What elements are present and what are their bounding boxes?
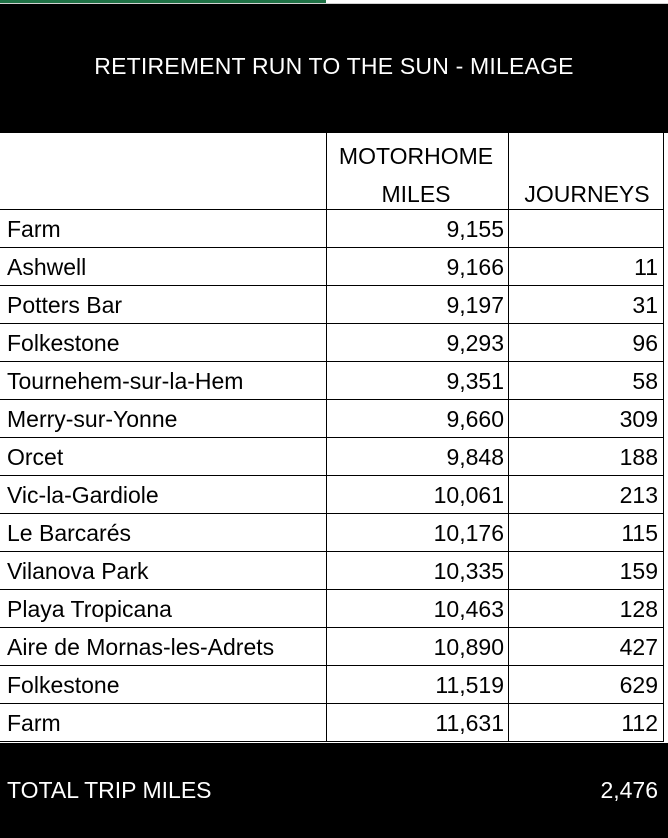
place-cell[interactable]: Folkestone — [7, 330, 120, 356]
table-row — [0, 286, 664, 324]
journeys-cell[interactable] — [510, 210, 658, 248]
miles-cell[interactable]: 11,631 — [435, 710, 504, 736]
header-journeys-label: JOURNEYS — [524, 181, 650, 207]
table-row — [0, 628, 664, 666]
total-band[interactable] — [0, 743, 668, 838]
table-row — [0, 476, 664, 514]
table-row — [0, 666, 664, 704]
miles-cell[interactable]: 10,335 — [433, 558, 504, 584]
table-row — [0, 210, 664, 248]
place-cell[interactable]: Playa Tropicana — [7, 596, 172, 622]
title-band[interactable] — [0, 4, 668, 133]
header-journeys[interactable] — [510, 175, 664, 213]
miles-cell[interactable]: 9,293 — [446, 330, 504, 356]
table-row — [0, 324, 664, 362]
miles-cell[interactable]: 10,890 — [433, 634, 504, 660]
journeys-cell[interactable]: 188 — [619, 444, 658, 470]
total-label: TOTAL TRIP MILES — [7, 777, 212, 803]
place-cell[interactable]: Folkestone — [7, 672, 120, 698]
miles-cell[interactable]: 9,155 — [446, 216, 504, 242]
place-cell[interactable]: Tournehem-sur-la-Hem — [7, 368, 244, 394]
total-value: 2,476 — [600, 777, 658, 803]
journeys-cell[interactable]: 31 — [632, 292, 658, 318]
miles-cell[interactable]: 9,660 — [446, 406, 504, 432]
journeys-cell[interactable]: 309 — [619, 406, 658, 432]
table-row — [0, 552, 664, 590]
table-row — [0, 400, 664, 438]
table-row — [0, 590, 664, 628]
place-cell[interactable]: Vilanova Park — [7, 558, 149, 584]
header-motorhome-miles[interactable] — [328, 137, 504, 213]
miles-cell[interactable]: 9,197 — [446, 292, 504, 318]
journeys-cell[interactable]: 96 — [632, 330, 658, 356]
miles-cell[interactable]: 9,166 — [446, 254, 504, 280]
journeys-cell[interactable]: 213 — [619, 482, 658, 508]
table-row — [0, 438, 664, 476]
place-cell[interactable]: Le Barcarés — [7, 520, 132, 546]
miles-cell[interactable]: 9,848 — [446, 444, 504, 470]
miles-cell[interactable]: 10,061 — [433, 482, 504, 508]
journeys-cell[interactable]: 128 — [619, 596, 658, 622]
miles-cell[interactable]: 10,176 — [433, 520, 504, 546]
place-cell[interactable]: Ashwell — [7, 254, 87, 280]
journeys-cell[interactable]: 159 — [619, 558, 658, 584]
table-row — [0, 248, 664, 286]
place-cell[interactable]: Potters Bar — [7, 292, 123, 318]
journeys-cell[interactable]: 11 — [634, 254, 658, 280]
header-miles-line2: MILES — [381, 181, 451, 207]
journeys-cell[interactable]: 115 — [621, 520, 658, 546]
place-cell[interactable]: Aire de Mornas-les-Adrets — [7, 634, 275, 660]
table-row — [0, 362, 664, 400]
miles-cell[interactable]: 10,463 — [433, 596, 504, 622]
table-row — [0, 514, 664, 552]
mileage-table — [0, 133, 668, 743]
journeys-cell[interactable]: 427 — [619, 634, 658, 660]
journeys-cell[interactable]: 112 — [621, 710, 658, 736]
table-row — [0, 704, 664, 742]
sheet-title: RETIREMENT RUN TO THE SUN - MILEAGE — [94, 53, 574, 79]
place-cell[interactable]: Vic-la-Gardiole — [7, 482, 159, 508]
miles-cell[interactable]: 9,351 — [446, 368, 504, 394]
place-cell[interactable]: Farm — [7, 710, 61, 736]
place-cell[interactable]: Orcet — [7, 444, 64, 470]
place-cell[interactable]: Farm — [7, 216, 61, 242]
journeys-cell[interactable]: 58 — [632, 368, 658, 394]
place-cell[interactable]: Merry-sur-Yonne — [7, 406, 178, 432]
miles-cell[interactable]: 11,519 — [435, 672, 504, 698]
journeys-cell[interactable]: 629 — [619, 672, 658, 698]
header-miles-line1: MOTORHOME — [338, 143, 494, 169]
